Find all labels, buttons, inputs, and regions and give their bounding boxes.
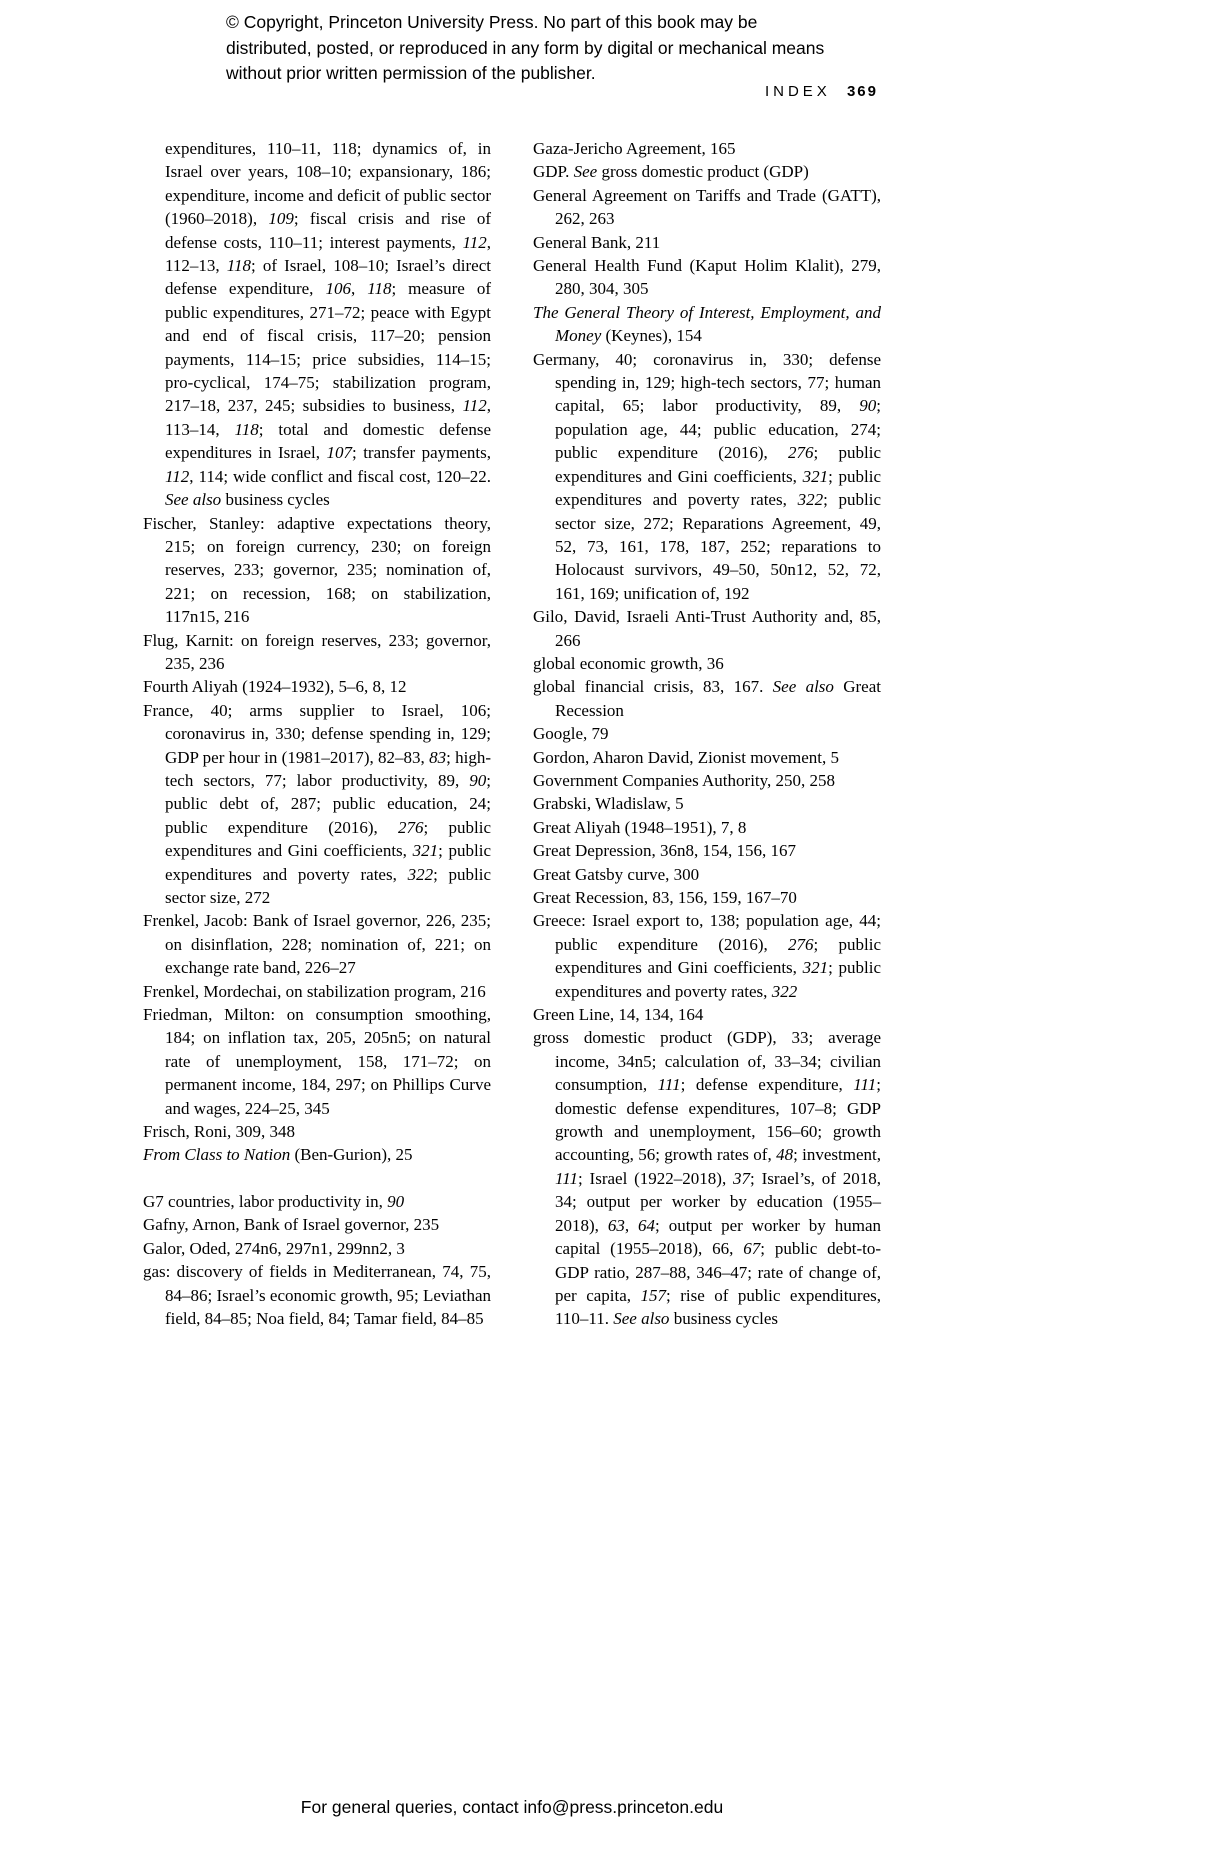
page-number: 369 — [846, 83, 878, 100]
index-entry: Google, 79 — [533, 724, 609, 744]
index-entry: Germany, 40; coronavirus in, 330; defense spending in, 129; high-tech sectors, 77; human capital, 65; labor productivity, 89, 90; population age, 44; public education, 274; public expenditure (2016), 276; public expenditures and Gini coefficients, 321; public expenditures and poverty rates, 322; public sector size, 272; Reparations Agreement, 49, 52, 73, 161, 178, 187, 252; reparations to Holocaust survivors, 49–50, 50n12, 52, 72, 161, 169; unification of, 192 — [533, 349, 882, 603]
copyright-notice: © Copyright, Princeton University Press. No part of this book may be distributed, posted, or reproduced in any form by digital or mechanical means without prior written permission of the publisher. — [226, 12, 825, 83]
index-entry: Great Recession, 83, 156, 159, 167–70 — [533, 888, 797, 907]
index-heading: INDEX — [764, 83, 831, 100]
index-entry: G7 countries, labor productivity in, 90 — [143, 1191, 405, 1211]
index-entry: France, 40; arms supplier to Israel, 106; coronavirus in, 330; defense spending in, 129; GDP per hour in (1981–2017), 82–83, 83; high-tech sectors, 77; labor productivity, 89, 90; public debt of, 287; public education, 24; public expenditure (2016), 276; public expenditures and Gini coefficients, 321; public expenditures and poverty rates, 322; public sector size, 272 — [143, 700, 492, 907]
index-entry: From Class to Nation (Ben-Gurion), 25 — [143, 1145, 413, 1165]
index-entry: General Health Fund (Kaput Holim Klalit), 279, 280, 304, 305 — [533, 256, 881, 299]
index-entry: General Bank, 211 — [533, 232, 661, 252]
running-head — [765, 83, 878, 100]
index-entry: The General Theory of Interest, Employment, and Money (Keynes), 154 — [533, 302, 881, 346]
footer-text: For general queries, contact — [300, 1797, 524, 1817]
index-entry: Gordon, Aharon David, Zionist movement, 5 — [533, 747, 839, 767]
index-entry: Green Line, 14, 134, 164 — [533, 1005, 704, 1025]
index-entry: Great Depression, 36n8, 154, 156, 167 — [533, 841, 796, 861]
index-entry: Gaza-Jericho Agreement, 165 — [533, 139, 736, 158]
index-entry: GDP. See gross domestic product (GDP) — [533, 162, 809, 182]
index-entry: Government Companies Authority, 250, 258 — [533, 770, 836, 790]
index-entry: Great Gatsby curve, 300 — [533, 864, 700, 884]
contact-email: info@press.princeton.edu — [523, 1797, 724, 1817]
index-entry: Frisch, Roni, 309, 348 — [143, 1122, 296, 1142]
footer-contact — [143, 1797, 881, 1818]
index-column-left — [143, 137, 491, 1331]
index-entry: Fourth Aliyah (1924–1932), 5–6, 8, 12 — [143, 677, 407, 697]
index-entry: gas: discovery of fields in Mediterranean, 74, 75, 84–86; Israel’s economic growth, 95; Leviathan field, 84–85; Noa field, 84; Tamar field, 84–85 — [143, 1262, 491, 1328]
index-entry: Gilo, David, Israeli Anti-Trust Authority and, 85, 266 — [533, 607, 881, 650]
index-entry: Greece: Israel export to, 138; population age, 44; public expenditure (2016), 276; public expenditures and Gini coefficients, 321; public expenditures and poverty rates, 322 — [533, 911, 882, 1001]
index-entry: Grabski, Wladislaw, 5 — [533, 794, 684, 814]
index-columns — [143, 137, 881, 1331]
index-entry: global economic growth, 36 — [533, 653, 724, 673]
index-entry: expenditures, 110–11, 118; dynamics of, in Israel over years, 108–10; expansionary, 186; expenditure, income and deficit of public sector (1960–2018), 109; fiscal crisis and rise of defense costs, 110–11; interest payments, 112, 112–13, 118; of Israel, 108–10; Israel’s direct defense expenditure, 106, 118; measure of public expenditures, 271–72; peace with Egypt and end of fiscal crisis, 117–20; pension payments, 114–15; price subsidies, 114–15; pro-cyclical, 174–75; stabilization program, 217–18, 237, 245; subsidies to business, 112, 113–14, 118; total and domestic defense expenditures in Israel, 107; transfer payments, 112, 114; wide conflict and fiscal cost, 120–22. See also business cycles — [165, 139, 491, 510]
index-entry: global financial crisis, 83, 167. See also Great Recession — [533, 677, 881, 720]
index-entry: Frenkel, Jacob: Bank of Israel governor, 226, 235; on disinflation, 228; nomination of, 221; on exchange rate band, 226–27 — [143, 911, 491, 978]
index-entry: Flug, Karnit: on foreign reserves, 233; governor, 235, 236 — [143, 630, 491, 673]
index-entry: Gafny, Arnon, Bank of Israel governor, 235 — [143, 1215, 440, 1235]
index-entry: Great Aliyah (1948–1951), 7, 8 — [533, 817, 747, 837]
index-entry: gross domestic product (GDP), 33; average income, 34n5; calculation of, 33–34; civilian consumption, 111; defense expenditure, 111; domestic defense expenditures, 107–8; GDP growth and unemployment, 156–60; growth accounting, 56; growth rates of, 48; investment, 111; Israel (1922–2018), 37; Israel’s, of 2018, 34; output per worker by education (1955–2018), 63, 64; output per worker by human capital (1955–2018), 66, 67; public debt-to-GDP ratio, 287–88, 346–47; rate of change of, per capita, 157; rise of public expenditures, 110–11. See also business cycles — [533, 1028, 882, 1329]
index-entry: Galor, Oded, 274n6, 297n1, 299nn2, 3 — [143, 1238, 405, 1258]
index-column-right — [533, 137, 881, 1331]
index-entry: Fischer, Stanley: adaptive expectations theory, 215; on foreign currency, 230; on foreign reserves, 233; governor, 235; nomination of, 221; on recession, 168; on stabilization, 117n15, 216 — [143, 513, 491, 627]
index-entry: Frenkel, Mordechai, on stabilization program, 216 — [143, 981, 486, 1001]
index-entry: Friedman, Milton: on consumption smoothing, 184; on inflation tax, 205, 205n5; on natural rate of unemployment, 158, 171–72; on permanent income, 184, 297; on Phillips Curve and wages, 224–25, 345 — [143, 1005, 491, 1118]
index-entry: General Agreement on Tariffs and Trade (GATT), 262, 263 — [533, 185, 881, 229]
